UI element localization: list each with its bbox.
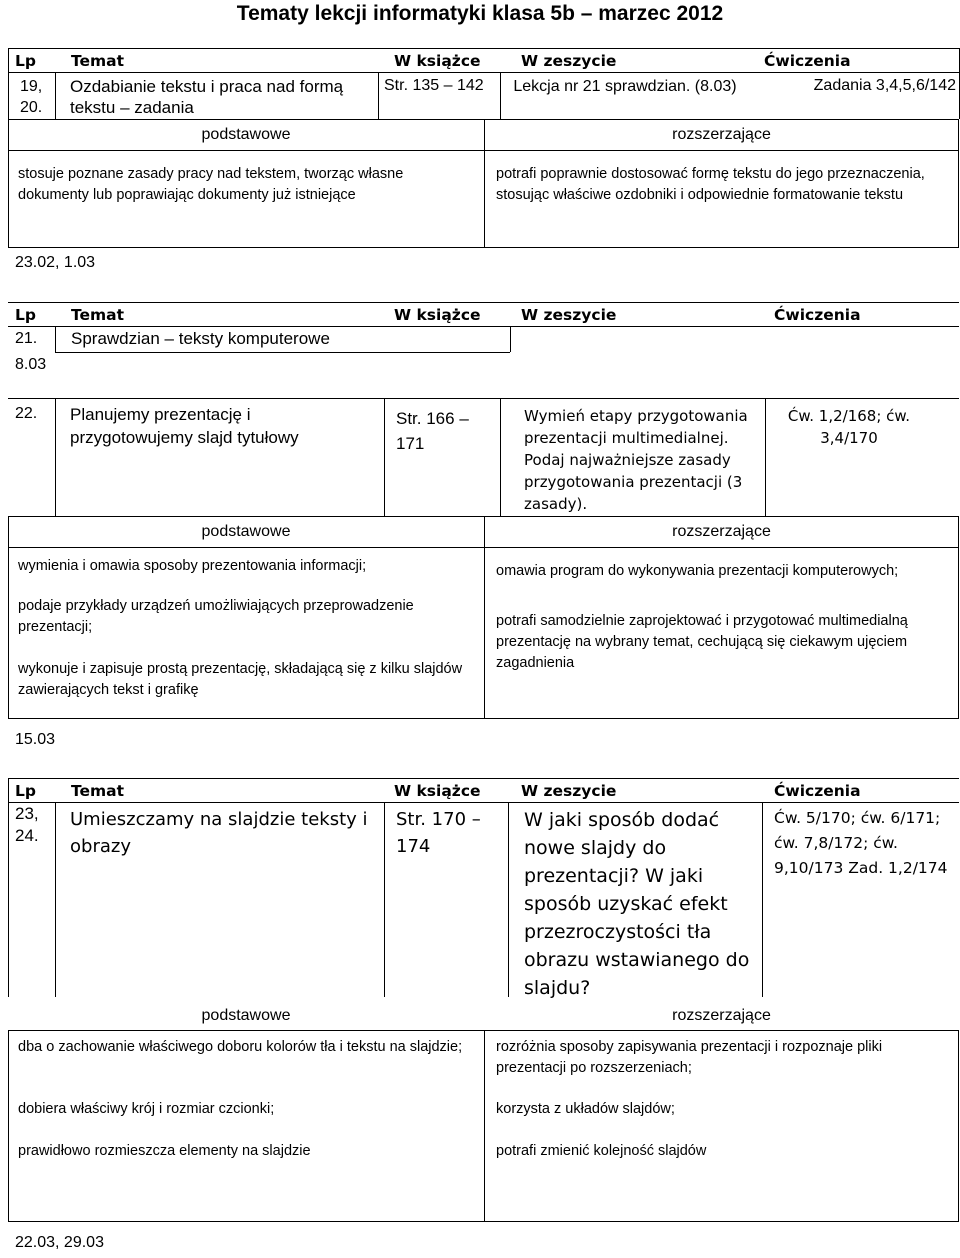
- lesson-notebook: Lekcja nr 21 sprawdzian. (8.03): [513, 78, 737, 95]
- header-lp: Lp: [15, 782, 36, 800]
- header-w-ksiazce: W książce: [394, 52, 481, 70]
- basic-level-label: podstawowe: [201, 1007, 291, 1024]
- lesson-lp: 22.: [15, 405, 38, 422]
- extended-level-label: rozszerzające: [672, 523, 771, 540]
- basic-requirement: wymienia i omawia sposoby prezentowania informacji;: [18, 558, 367, 574]
- header-temat: Temat: [71, 52, 125, 70]
- extended-requirement: potrafi poprawnie dostosować formę tekstu do jego przeznaczenia, stosując właściwe ozdobniki i odpowiednie formatowanie tekstu: [496, 166, 925, 203]
- header-cwiczenia: Ćwiczenia: [774, 306, 861, 324]
- header-w-zeszycie: W zeszycie: [521, 782, 617, 800]
- lesson-lp: 21.: [15, 330, 38, 347]
- lesson-topic: Planujemy prezentację i przygotowujemy slajd tytułowy: [70, 405, 299, 447]
- lesson-date: 15.03: [15, 731, 56, 748]
- extended-requirement: rozróżnia sposoby zapisywania prezentacji i rozpoznaje pliki prezentacji po rozszerzeniach;: [496, 1039, 883, 1076]
- basic-requirement: wykonuje i zapisuje prostą prezentację, składającą się z kilku slajdów zawierających tekst i grafikę: [18, 661, 463, 698]
- header-cwiczenia: Ćwiczenia: [764, 52, 851, 70]
- lesson-exercises: Ćw. 5/170; ćw. 6/171; ćw. 7,8/172; ćw. 9,10/173 Zad. 1,2/174: [774, 809, 948, 877]
- basic-requirement: stosuje poznane zasady pracy nad tekstem, tworząc własne dokumenty lub poprawiając dokumenty już istniejące: [18, 166, 404, 203]
- header-w-zeszycie: W zeszycie: [521, 52, 617, 70]
- basic-requirement: prawidłowo rozmieszcza elementy na slajdzie: [18, 1143, 311, 1159]
- lesson-notebook: W jaki sposób dodać nowe slajdy do prezentacji? W jaki sposób uzyskać efekt przezroczystości tła obrazu wstawianego do slajdu?: [524, 809, 750, 999]
- page-title: Tematy lekcji informatyki klasa 5b – marzec 2012: [236, 2, 724, 25]
- extended-requirement: potrafi samodzielnie zaprojektować i przygotować multimedialną prezentację na wybrany temat, cechującą się ciekawym ujęciem zagadnienia: [496, 613, 908, 671]
- header-w-ksiazce: W książce: [394, 306, 481, 324]
- extended-level-label: rozszerzające: [672, 126, 771, 143]
- extended-level-label: rozszerzające: [672, 1007, 771, 1024]
- lesson-date: 8.03: [15, 356, 47, 373]
- header-lp: Lp: [15, 52, 36, 70]
- lesson-date: 22.03, 29.03: [15, 1234, 104, 1251]
- lesson-date: 23.02, 1.03: [15, 254, 96, 271]
- basic-requirement: dba o zachowanie właściwego doboru kolorów tła i tekstu na slajdzie;: [18, 1039, 463, 1055]
- lesson-lp: 19, 20.: [20, 78, 43, 116]
- extended-requirement: potrafi zmienić kolejność slajdów: [496, 1143, 707, 1159]
- lesson-exercises: Zadania 3,4,5,6/142: [813, 77, 956, 94]
- basic-level-label: podstawowe: [201, 523, 291, 540]
- lesson-notebook: Wymień etapy przygotowania prezentacji multimedialnej. Podaj najważniejsze zasady przygotowania prezentacji (3 zasady).: [524, 407, 748, 513]
- header-lp: Lp: [15, 306, 36, 324]
- basic-requirement: dobiera właściwy krój i rozmiar czcionki;: [18, 1101, 275, 1117]
- lesson-exercises: Ćw. 1,2/168; ćw. 3,4/170: [787, 407, 911, 447]
- lesson-topic: Sprawdzian – teksty komputerowe: [71, 329, 330, 348]
- lesson-lp: 23, 24.: [15, 804, 39, 845]
- header-w-zeszycie: W zeszycie: [521, 306, 617, 324]
- lesson-topic: Umieszczamy na slajdzie teksty i obrazy: [70, 809, 368, 857]
- extended-requirement: korzysta z układów slajdów;: [496, 1101, 675, 1117]
- header-w-ksiazce: W książce: [394, 782, 481, 800]
- header-cwiczenia: Ćwiczenia: [774, 782, 861, 800]
- lesson-book-pages: Str. 135 – 142: [384, 77, 484, 94]
- extended-requirement: omawia program do wykonywania prezentacji komputerowych;: [496, 563, 899, 579]
- basic-requirement: podaje przykłady urządzeń umożliwiających przeprowadzenie prezentacji;: [18, 598, 414, 635]
- basic-level-label: podstawowe: [201, 126, 291, 143]
- header-temat: Temat: [71, 306, 125, 324]
- lesson-topic: Ozdabianie tekstu i praca nad formą tekstu – zadania: [70, 77, 344, 117]
- lesson-book-pages: Str. 170 – 174: [396, 809, 481, 857]
- header-temat: Temat: [71, 782, 125, 800]
- lesson-book-pages: Str. 166 – 171: [396, 409, 469, 453]
